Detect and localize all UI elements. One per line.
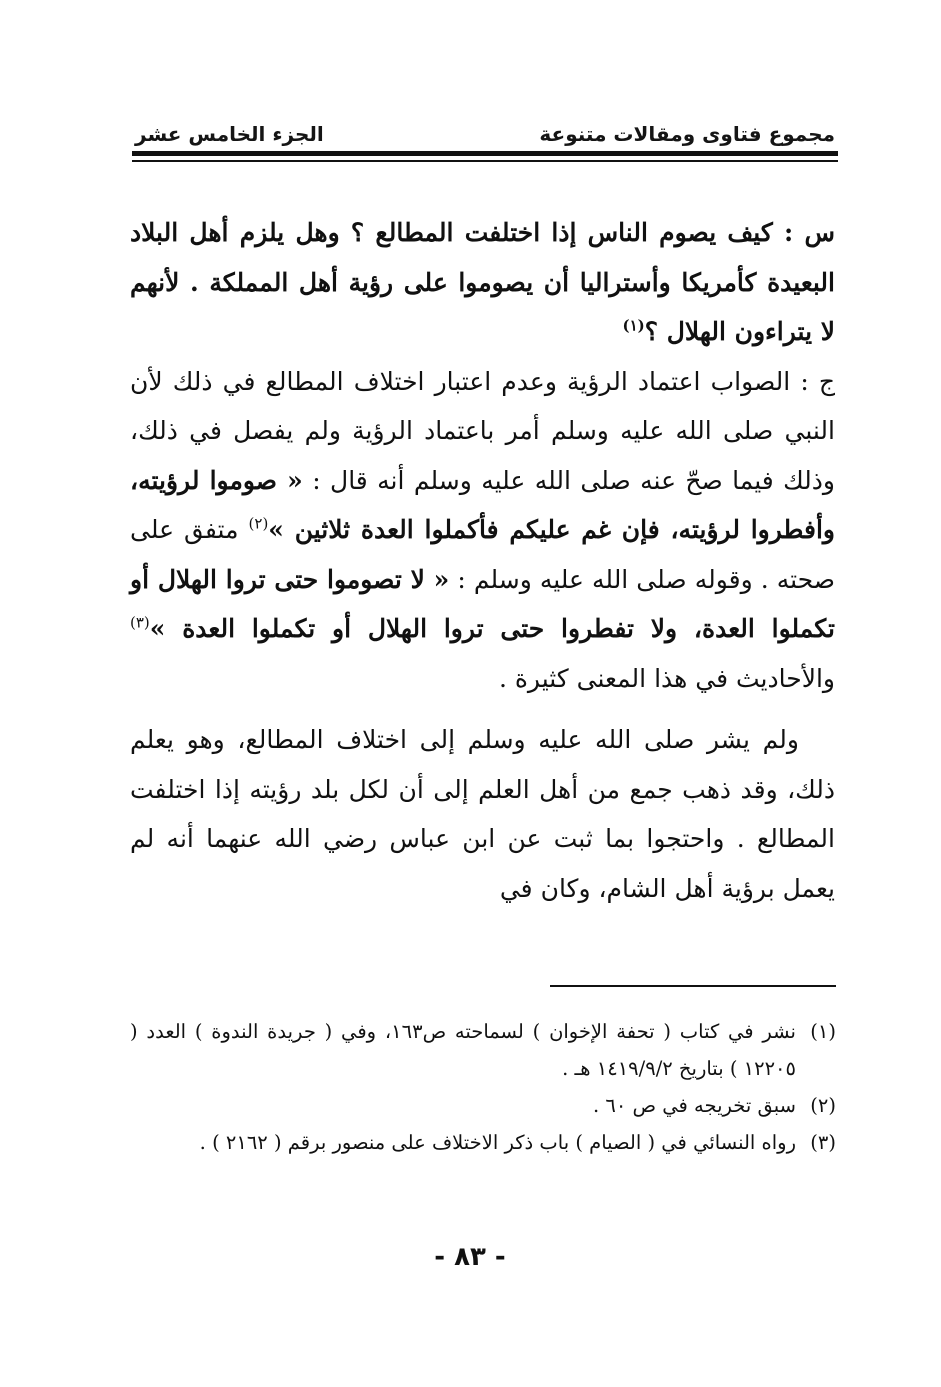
footnote-item [130, 1124, 836, 1161]
footnote-number: (١) [810, 1020, 836, 1043]
footnote-text: سبق تخريجه في ص ٦٠ . [592, 1094, 796, 1117]
question-paragraph [130, 208, 835, 357]
header-book-title: مجموع فتاوى ومقالات متنوعة [539, 122, 835, 146]
footnote-item [130, 1013, 836, 1087]
header-volume-title: الجزء الخامس عشر [135, 122, 324, 146]
footnote-text: نشر في كتاب ( تحفة الإخوان ) لسماحته ص١٦٣، وفي ( جريدة الندوة ) العدد ( ١٢٢٠٥ ) بتاريخ ١٤١٩/٩/٢ هـ . [130, 1020, 796, 1080]
second-paragraph-text: ولم يشر صلى الله عليه وسلم إلى اختلاف المطالع، وهو يعلم ذلك، وقد ذهب جمع من أهل العلم إلى أن لكل بلد رؤيته إذا اختلفت المطالع . واحتجوا بما ثبت عن ابن عباس رضي الله عنهما أنه لم يعمل برؤية أهل الشام، وكان في [130, 725, 835, 903]
hadith-quote-2: « لا تصوموا حتى تروا الهلال أو تكملوا العدة، ولا تفطروا حتى تروا الهلال أو تكملوا العدة » [130, 564, 835, 643]
page-number: - ٨٣ - [434, 1242, 506, 1272]
footnote-item [130, 1087, 836, 1124]
header-rule-thick [132, 151, 838, 156]
footnotes-section [130, 1013, 836, 1161]
answer-ending: والأحاديث في هذا المعنى كثيرة . [498, 663, 835, 693]
footnote-separator [550, 985, 836, 987]
footnote-text: رواه النسائي في ( الصيام ) باب ذكر الاختلاف على منصور برقم ( ٢١٦٢ ) . [199, 1131, 796, 1154]
hadith-quote-1: « صوموا لرؤيته، وأفطروا لرؤيته، فإن غم عليكم فأكملوا العدة ثلاثين » [130, 465, 835, 544]
question-text: س : كيف يصوم الناس إذا اختلفت المطالع ؟ وهل يلزم أهل البلاد البعيدة كأمريكا وأستراليا أن يصوموا على رؤية أهل المملكة . لأنهم لا يتراءون الهلال ؟ [130, 218, 835, 346]
answer-intro: ج : الصواب اعتماد الرؤية وعدم اعتبار اختلاف المطالع في ذلك لأن النبي صلى الله عليه وسلم أمر باعتماد الرؤية ولم يفصل في ذلك، وذلك فيما صحّ عنه صلى الله عليه وسلم أنه قال : [130, 366, 835, 495]
footnote-marker-3: (٣) [130, 613, 150, 632]
answer-middle: متفق على صحته . وقوله صلى الله عليه وسلم : [130, 515, 836, 594]
second-paragraph [130, 715, 835, 913]
footnote-number: (٢) [810, 1094, 836, 1117]
footnote-number: (٣) [810, 1131, 836, 1154]
main-text [130, 208, 835, 913]
footnote-marker-1: (١) [622, 316, 645, 335]
footnote-marker-2: (٢) [248, 514, 269, 533]
answer-paragraph [130, 357, 835, 704]
running-header [135, 112, 835, 146]
header-rule-thin [132, 160, 838, 162]
